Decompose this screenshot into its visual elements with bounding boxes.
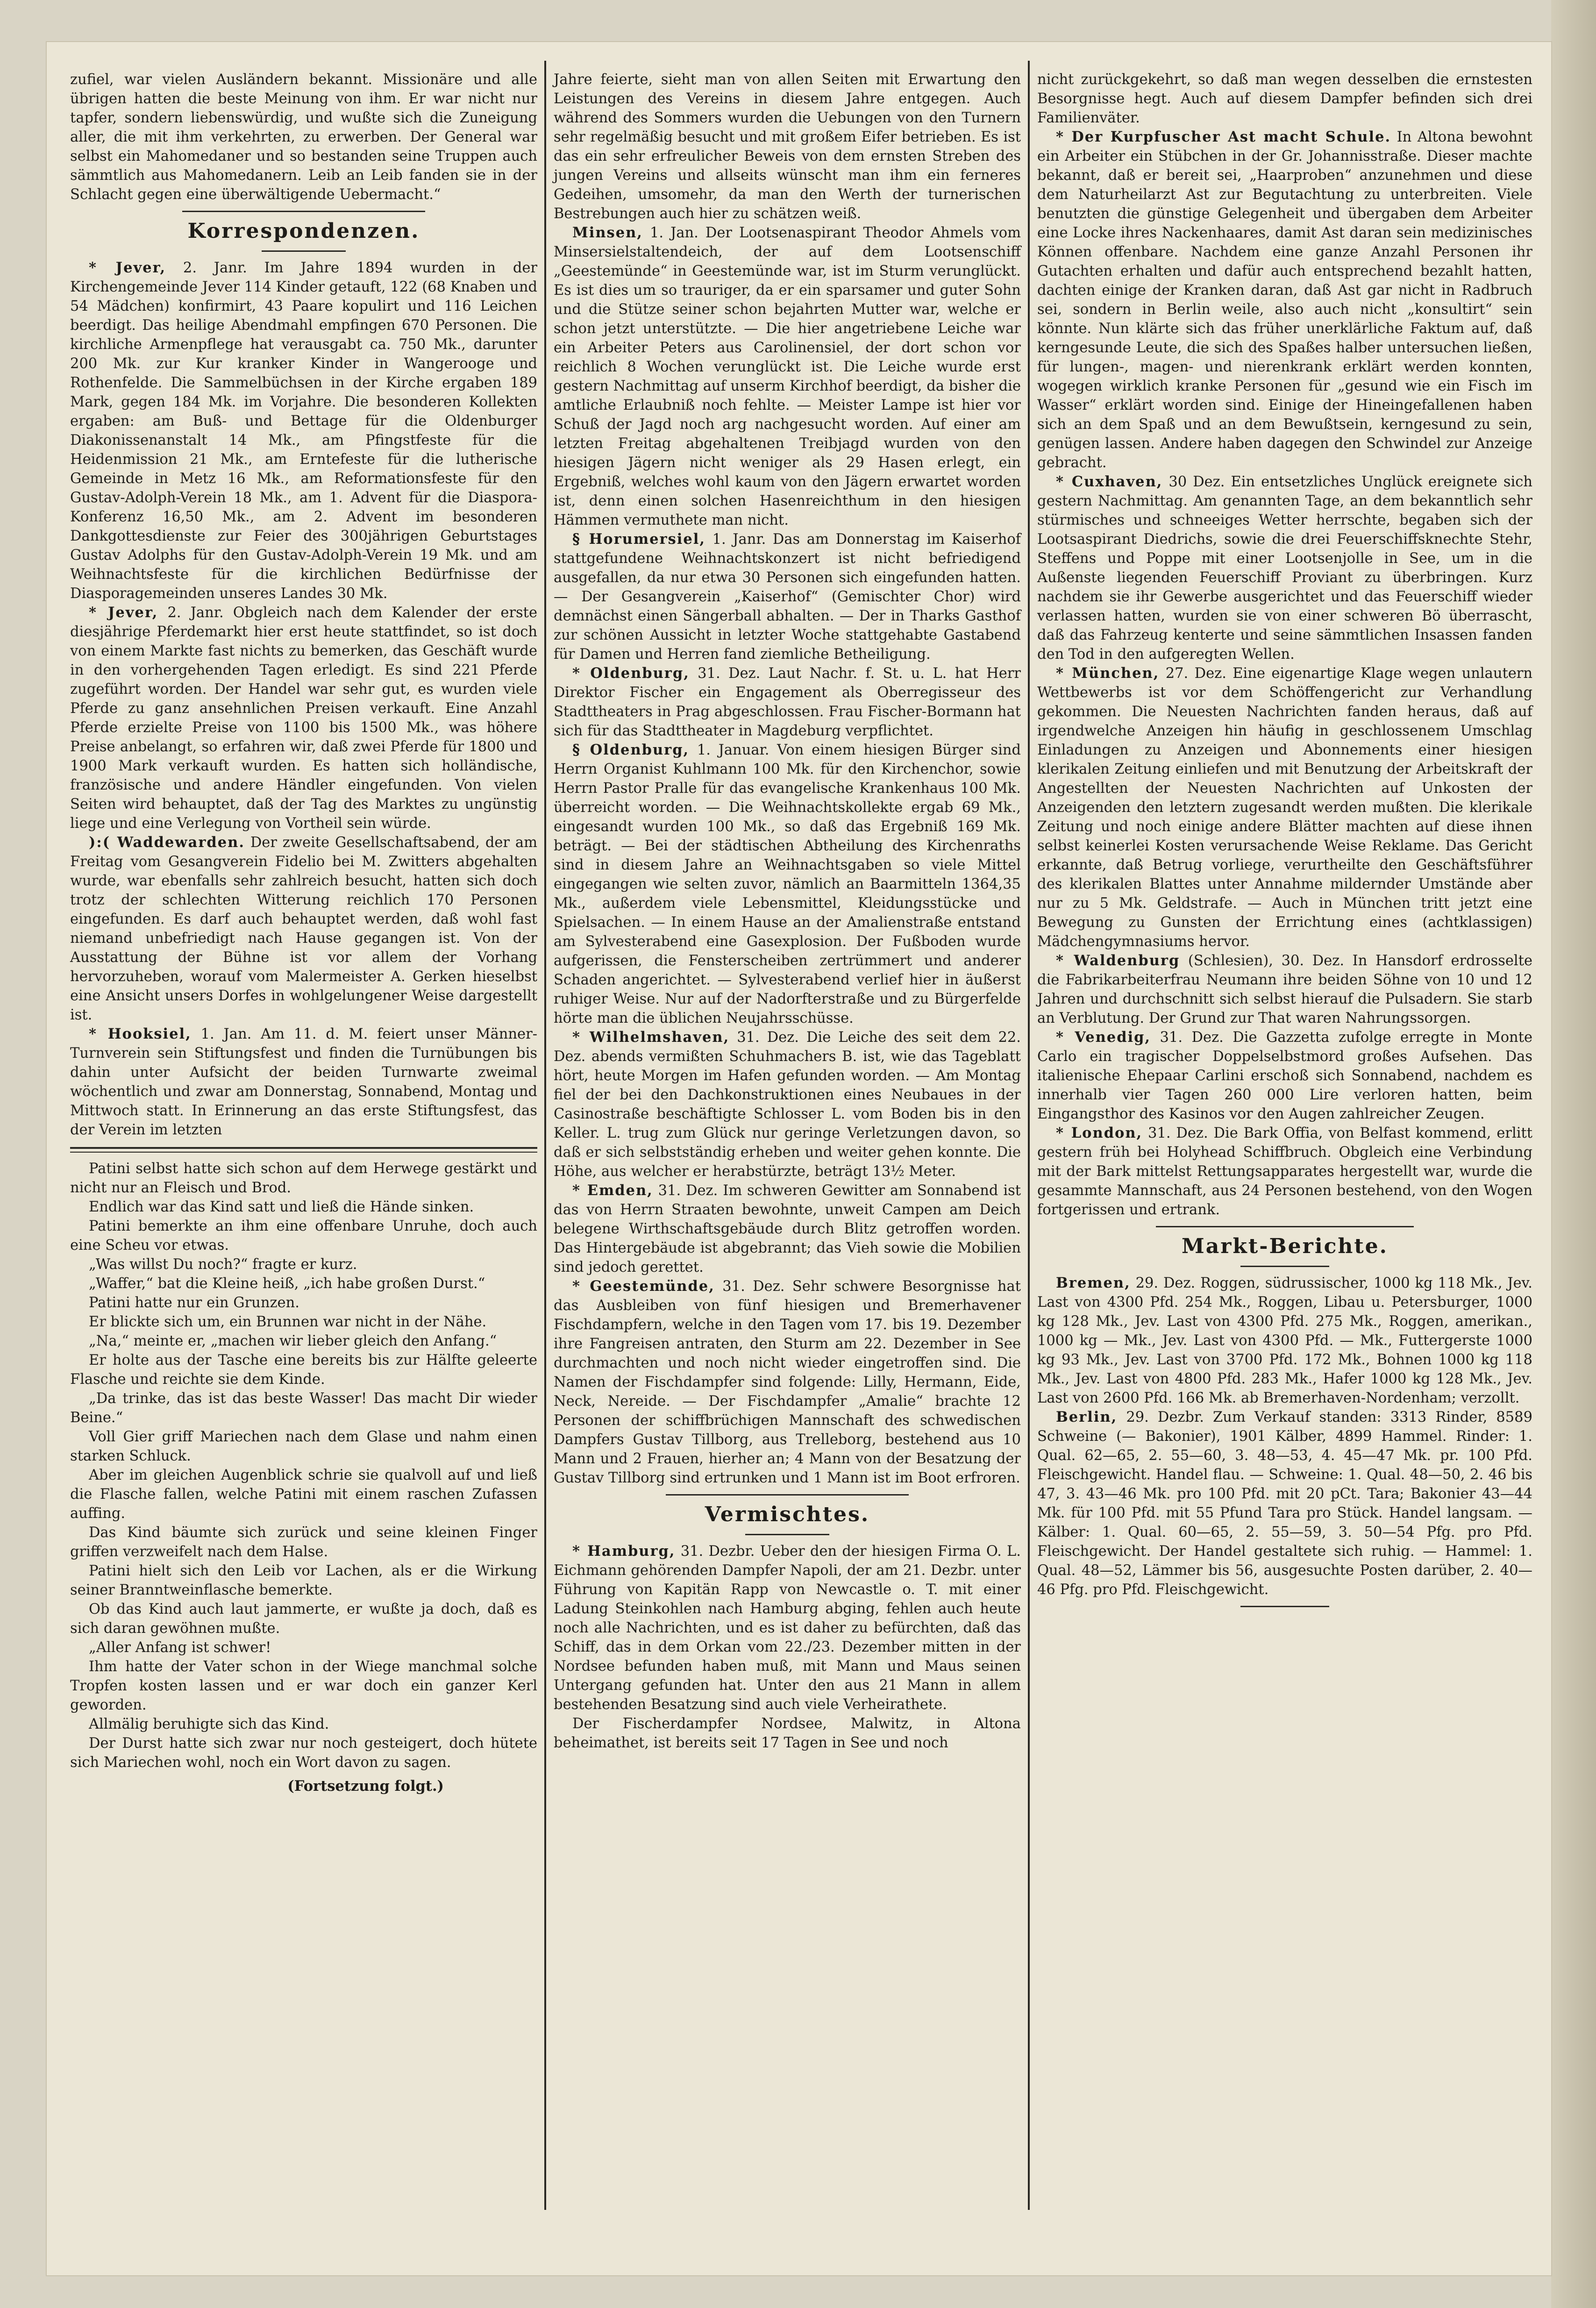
article-body: 29. Dezbr. Zum Verkauf standen: 3313 Rinder, 8589 Schweine (— Bakonier), 1901 Kälber, 4899 Hammel. Rinder: 1. Qual. 62—65, 2. 55—60, 3. 48—53, 4. 45—47 Mk. pr. 100 Pfd. Fleischgewicht. Handel flau. — Schweine: 1. Qual. 48—50, 2. 46 bis 47, 3. 43—46 Mk. pro 100 Pfd. mit 20 pCt. Tara; Bakonier 43—44 Mk. für 100 Pfd. mit 55 Pfund Tara pro Stück. Handel langsam. — Kälber: 1. Qual. 60—65, 2. 55—59, 3. 50—54 Pfg. pro Pfd. Fleischgewicht. Der Handel gestaltete sich ruhig. — Hammel: 1. Qual. 48—52, Lämmer bis 56, ausgesuchte Posten darüber, 2. 40—46 Pfg. pro Pfd. Fleischgewicht. — [1037, 1409, 1532, 1598]
article — [554, 1542, 1021, 1714]
article-body: In Altona bewohnt ein Arbeiter ein Stübchen in der Gr. Johannisstraße. Dieser machte bekannt, daß er bereit sei, „Haarproben“ anzunehmen und diese dem Naturheilarzt Ast zur Begutachtung zu unterbreiten. Viele benutzten die günstige Gelegenheit und übergaben dem Arbeiter eine Locke ihres Nackenhaares, damit Ast daran sein medizinisches Können offenbare. Nachdem eine ganze Anzahl Personen ihr Gutachten erhalten und dafür auch entsprechend bezahlt hatten, dachten einige der Kranken daran, daß Ast gar nicht in Radbruch sei, sondern in Berlin weile, also auch nicht „konsultirt“ sein könnte. Nun klärte sich das früher unerklärliche Faktum auf, daß kerngesunde Leute, die sich des Spaßes halber untersuchen ließen, für lungen-, magen- und nierenkrank erklärt werden konnten, wogegen wirklich kranke Personen für „gesund wie ein Fisch im Wasser“ erklärt worden sind. Einige der Hineingefallenen haben sich an dem Spaß und an dem Bewußtsein, kerngesund zu sein, genügen lassen. Andere haben dagegen den Schwindel zur Anzeige gebracht. — [1037, 129, 1532, 471]
column-divider — [1028, 61, 1030, 2210]
story-paragraph: Allmälig beruhigte sich das Kind. — [89, 1716, 329, 1732]
story-paragraph: Patini hatte nur ein Grunzen. — [89, 1295, 299, 1311]
story-paragraph: Aber im gleichen Augenblick schrie sie qualvoll auf und ließ die Flasche fallen, welche Patini mit einem raschen Zufassen auffing. — [70, 1467, 537, 1522]
section-heading: Vermischtes. — [705, 1503, 870, 1526]
article-body: (Schlesien), 30. Dez. In Hansdorf erdrosselte die Fabrikarbeiterfrau Neumann ihre beiden Söhne von 10 und 12 Jahren und durchschnitt sich selbst hierauf die Pulsadern. Sie starb an Verblutung. Der Grund zur That waren Nahrungssorgen. — [1037, 953, 1532, 1026]
dateline: * London, — [1056, 1125, 1143, 1141]
story-paragraph: „Na,“ meinte er, „machen wir lieber gleich den Anfang.“ — [89, 1333, 497, 1349]
article — [554, 223, 1021, 530]
story-paragraph: Er blickte sich um, ein Brunnen war nicht in der Nähe. — [89, 1314, 487, 1330]
article — [1037, 664, 1532, 951]
story-paragraph: Er holte aus der Tasche eine bereits bis zur Hälfte geleerte Flasche und reichte sie dem Kinde. — [70, 1352, 537, 1388]
article-body: 1. Janr. Das am Donnerstag im Kaiserhof stattgefundene Weihnachtskonzert ist nicht befriedigend ausgefallen, da nur etwa 30 Personen sich eingefunden hatten. — Der Gesangverein „Kaiserhof“ (Gemischter Chor) wird demnächst einen Sängerball abhalten. — Der in Tharks Gasthof zur schönen Aussicht in letzter Woche stattgehabte Gastabend für Damen und Herren fand ziemliche Betheiligung. — [554, 531, 1021, 662]
column-3 — [1037, 70, 1532, 1614]
article-body: 30 Dez. Ein entsetzliches Unglück ereignete sich gestern Nachmittag. Am genannten Tage, an dem bekanntlich sehr stürmisches und schneeiges Wetter herrschte, begaben sich der Lootsaspirant Diedrichs, sowie die drei Feuerschiffsknechte Stehr, Steffens und Poppe mit einer Lootsenjolle in See, um in die Außenste liegenden Feuerschiff Proviant zu überbringen. Kurz nachdem sie ihr Gewerbe ausgerichtet und das Feuerschiff wieder verlassen hatten, wurden sie von einer schweren Bö überrascht, daß das Fahrzeug kenterte und seine sämmtlichen Insassen fanden den Tod in den aufgeregten Wellen. — [1037, 474, 1532, 662]
story-paragraph: „Da trinke, das ist das beste Wasser! Das macht Dir wieder Beine.“ — [70, 1390, 537, 1426]
article — [1037, 1124, 1532, 1219]
article — [1037, 128, 1532, 472]
article — [554, 1028, 1021, 1181]
article — [554, 530, 1021, 664]
dateline: * Geestemünde, — [572, 1278, 715, 1295]
article-body: 31. Dez. Im schweren Gewitter am Sonnabend ist das von Herrn Straaten bewohnte, unweit Campen am Deich belegene Wirthschaftsgebäude durch Blitz getroffen worden. Das Hintergebäude ist abgebrannt; das Vieh sowie die Mobilien sind jedoch gerettet. — [554, 1182, 1021, 1275]
section-heading: Korrespondenzen. — [187, 219, 420, 243]
dateline: * Waldenburg — [1056, 952, 1180, 969]
article-body: 27. Dez. Eine eigenartige Klage wegen unlautern Wettbewerbs ist vor dem Schöffengericht zur Verhandlung gekommen. Die Neuesten Nachrichten fanden heraus, daß auf irgendwelche Anzeigen hin häufig in geschlossenem Umschlag Einladungen zu Anzeigen und Abonnements einer hiesigen klerikalen Zeitung einliefen und mit Benutzung der Arbeitskraft der Angestellten der Neuesten Nachrichten auf Unkosten der Anzeigenden den letztern zugesandt werden mußten. Die klerikale Zeitung und noch einige andere Blätter machten auf diese ihnen selbst keinerlei Kosten verursachende Weise Reklame. Das Gericht erkannte, daß Betrug vorliege, verurtheilte den Geschäftsführer des klerikalen Blattes unter Annahme mildernder Umstände aber nur zu 5 Mk. Geldstrafe. — Auch in München tritt jetzt eine Bewegung zu Gunsten der Errichtung eines (achtklassigen) Mädchengymnasiums hervor. — [1037, 665, 1532, 950]
dateline: * Wilhelmshaven, — [572, 1029, 730, 1046]
dateline: § Horumersiel, — [572, 531, 705, 548]
article — [70, 258, 537, 603]
article-body: Der Fischerdampfer Nordsee, Malwitz, in Altona beheimathet, ist bereits seit 17 Tagen in See und noch — [554, 1716, 1021, 1751]
article-body: 31. Dez. Sehr schwere Besorgnisse hat das Ausbleiben von fünf hiesigen und Bremerhavener Fischdampfern, welche in den Tagen vom 17. bis 19. Dezember ihre Fangreisen antraten, den Sturm am 22. Dezember in See durchmachten und noch nicht wieder eingetroffen sind. Die Namen der Fischdampfer sind folgende: Lilly, Hermann, Eide, Neck, Nereide. — Der Fischdampfer „Amalie“ brachte 12 Personen der schiffbrüchigen Mannschaft des schwedischen Dampfers Gustav Tillborg, aus Trelleborg, bestehend aus 10 Mann und 2 Frauen, hierher an; 4 Mann von der Besatzung der Gustav Tillborg sind ertrunken und 1 Mann ist im Boot erfroren. — [554, 1278, 1021, 1486]
story-paragraph: „Was willst Du noch?“ fragte er kurz. — [89, 1256, 357, 1273]
dateline: Minsen, — [572, 224, 643, 241]
page-edge — [1551, 0, 1596, 2308]
dateline: Berlin, — [1056, 1409, 1118, 1425]
continued-note: (Fortsetzung folgt.) — [287, 1778, 444, 1795]
section-rule — [182, 211, 425, 212]
article-body: 1. Januar. Von einem hiesigen Bürger sind Herrn Organist Kuhlmann 100 Mk. für den Kirchenchor, sowie Herrn Pastor Pralle für das evangelische Krankenhaus 100 Mk. überreicht worden. — Die Weihnachtskollekte ergab 69 Mk., eingesandt wurden 100 Mk., so daß das Ergebniß 169 Mk. beträgt. — Bei der städtischen Abtheilung des Kirchenraths sind in diesem Jahre an Weihnachtsgaben so viele Mittel eingegangen wie selten zuvor, nämlich an Baarmitteln 1364,35 Mk., außerdem viele Lebensmittel, Kleidungsstücke und Spielsachen. — In einem Hause an der Amalienstraße entstand am Sylvesterabend eine Gasexplosion. Der Fußboden wurde aufgerissen, die Fensterscheiben zertrümmert und anderer Schaden angerichtet. — Sylvesterabend verlief hier in äußerst ruhiger Weise. Nur auf der Nadorfterstraße und zu Bürgerfelde hörte man die üblichen Neujahrsschüsse. — [554, 742, 1021, 1026]
section-rule — [1240, 1266, 1330, 1267]
story-paragraph: Patini hielt sich den Leib vor Lachen, als er die Wirkung seiner Branntweinflasche bemerkte. — [70, 1563, 537, 1598]
article — [1037, 1274, 1532, 1408]
article-body: Der zweite Gesellschaftsabend, der am Freitag vom Gesangverein Fidelio bei M. Zwitters abgehalten wurde, war ebenfalls sehr zahlreich besucht, hatten sich doch trotz der schlechten Witterung reichlich 170 Personen eingefunden. Es darf auch behauptet werden, daß wohl fast niemand unbefriedigt nach Hause gegangen ist. Von der Ausstattung der Bühne ist vor allem der Vorhang hervorzuheben, worauf vom Malermeister A. Gerken hieselbst eine Ansicht unsers Dorfes in wohlgelungener Weise dargestellt ist. — [70, 834, 538, 1023]
story-paragraph: Voll Gier griff Mariechen nach dem Glase und nahm einen starken Schluck. — [70, 1429, 537, 1464]
dateline: * Jever, — [89, 259, 166, 276]
story-paragraph: Das Kind bäumte sich zurück und seine kleinen Finger griffen verzweifelt nach dem Halse. — [70, 1524, 537, 1560]
section-rule — [262, 250, 346, 252]
article — [70, 1025, 537, 1140]
article — [554, 664, 1021, 741]
column-2 — [554, 70, 1021, 1752]
section-heading: Markt-Berichte. — [1182, 1234, 1388, 1258]
story-paragraph: „Aller Anfang ist schwer! — [89, 1639, 271, 1656]
dateline: * Der Kurpfuscher Ast macht Schule. — [1056, 128, 1391, 145]
dateline: Bremen, — [1056, 1275, 1131, 1291]
article — [1037, 472, 1532, 664]
dateline: * München, — [1056, 665, 1160, 682]
intro-text: Jahre feierte, sieht man von allen Seiten mit Erwartung den Leistungen des Vereins in diesem Jahre entgegen. Auch während des Sommers wurden die Uebungen von den Turnern sehr regelmäßig besucht und mit großem Eifer betrieben. Es ist das ein sehr erfreulicher Beweis von dem ernsten Streben des jungen Vereins und allseits wünscht man ihm ein ferneres Gedeihen, umsomehr, da man den Werth der turnerischen Bestrebungen auch hier zu schätzen weiß. — [554, 71, 1021, 222]
dateline: * Venedig, — [1056, 1029, 1151, 1046]
feuilleton-story — [70, 1159, 537, 1796]
story-paragraph: Patini selbst hatte sich schon auf dem Herwege gestärkt und nicht nur an Fleisch und Brod. — [70, 1161, 537, 1196]
story-paragraph: Patini bemerkte an ihm eine offenbare Unruhe, doch auch eine Scheu vor etwas. — [70, 1218, 537, 1254]
dateline: ):( Waddewarden. — [89, 834, 245, 851]
column-divider — [544, 61, 546, 2210]
column-1 — [70, 70, 537, 1796]
dateline: * Emden, — [572, 1182, 653, 1199]
dateline: § Oldenburg, — [572, 741, 690, 758]
article-body: 2. Janr. Im Jahre 1894 wurden in der Kirchengemeinde Jever 114 Kinder getauft, 122 (68 Knaben und 54 Mädchen) konfirmirt, 43 Paare kopulirt und 116 Leichen beerdigt. Das heilige Abendmahl empfingen 670 Personen. Die kirchliche Armenpflege hat verausgabt ca. 750 Mk., darunter 200 Mk. zur Kur kranker Kinder in Wangerooge und Rothenfelde. Die Sammelbüchsen in der Kirche ergaben 189 Mark, gegen 184 Mk. im Vorjahre. Die besonderen Kollekten ergaben: am Buß- und Bettage für die Oldenburger Diakonissenanstalt 14 Mk., am Pfingstfeste für die Heidenmission 21 Mk., am Erntefeste für die lutherische Gemeinde in Metz 16 Mk., am Reformationsfeste für den Gustav-Adolph-Verein 18 Mk., am 1. Advent für die Diaspora-Konferenz 16,50 Mk., am 2. Advent im besonderen Dankgottesdienste zur Feier des 300jährigen Geburtstages Gustav Adolphs für den Gustav-Adolph-Verein 19 Mk. und am Weihnachtsfeste für die kirchlichen Bedürfnisse der Diasporagemeinden unseres Landes 30 Mk. — [70, 260, 537, 602]
intro-text: zufiel, war vielen Ausländern bekannt. Missionäre und alle übrigen hatten die beste Meinung von ihm. Er war nicht nur tapfer, sondern liebenswürdig, und wußte sich die Zuneigung aller, die mit ihm verkehrten, zu erwerben. Der General war selbst ein Mahomedaner und so bestanden seine Truppen auch sämmtlich aus Mahomedanern. Leib an Leib fanden sie in der Schlacht gegen eine überwältigende Uebermacht.“ — [70, 71, 537, 203]
article — [554, 1181, 1021, 1277]
article-body: 31. Dez. Die Bark Offia, von Belfast kommend, erlitt gestern früh bei Holyhead Schiffbruch. Obgleich eine Verbindung mit der Bark mittelst Rettungsapparates hergestellt war, wurde die gesammte Mannschaft, aus 24 Personen bestehend, von den Wogen fortgerissen und ertrank. — [1037, 1125, 1533, 1218]
dateline: * Oldenburg, — [572, 665, 690, 682]
article — [1037, 1408, 1532, 1599]
story-paragraph: Ob das Kind auch laut jammerte, er wußte ja doch, daß es sich daran gewöhnen mußte. — [70, 1601, 537, 1637]
newspaper-page — [47, 42, 1551, 2275]
article — [554, 741, 1021, 1028]
article-body: 1. Jan. Am 11. d. M. feiert unser Männer-Turnverein sein Stiftungsfest und finden die Turnübungen bis dahin unter Aufsicht der beiden Turnwarte zweimal wöchentlich und zwar am Donnerstag, Sonnabend, Montag und Mittwoch statt. In Erinnerung an das erste Stiftungsfest, das der Verein im letzten — [70, 1026, 537, 1138]
article — [70, 833, 537, 1025]
dateline: * Hooksiel, — [89, 1026, 192, 1042]
story-paragraph: „Waffer,“ bat die Kleine heiß, „ich habe großen Durst.“ — [89, 1275, 485, 1292]
section-rule — [666, 1494, 909, 1496]
story-paragraph: Ihm hatte der Vater schon in der Wiege manchmal solche Tropfen kosten lassen und er war doch ein ganzer Kerl geworden. — [70, 1659, 537, 1713]
dateline: * Jever, — [89, 604, 158, 621]
section-rule — [745, 1534, 829, 1535]
article-body: 31. Dez. Laut Nachr. f. St. u. L. hat Herr Direktor Fischer ein Engagement als Oberregisseur des Stadttheaters in Prag abgeschlossen. Frau Fischer-Bormann hat sich für das Stadttheater in Magdeburg verpflichtet. — [554, 665, 1021, 739]
article — [1037, 1028, 1532, 1124]
intro-text: nicht zurückgekehrt, so daß man wegen desselben die ernstesten Besorgnisse hegt. Auch auf diesem Dampfer befinden sich drei Familienväter. — [1037, 71, 1532, 126]
dateline: * Hamburg, — [572, 1543, 676, 1560]
article — [554, 1277, 1021, 1488]
article-body: 1. Jan. Der Lootsenaspirant Theodor Ahmels vom Minsersielstaltendeich, der auf dem Lootsenschiff „Geestemünde“ in Geestemünde war, ist im Sturm verunglückt. Es ist dies um so trauriger, da er ein sparsamer und guter Sohn und die Stütze seiner schon bejahrten Mutter war, welche er schon jetzt unterstützte. — Die hier angetriebene Leiche war ein Arbeiter Peters aus Carolinensiel, der dort schon vor reichlich 8 Wochen verunglückt ist. Die Leiche wurde erst gestern Nachmittag auf unserm Kirchhof beerdigt, da bisher die amtliche Erlaubniß noch fehlte. — Meister Lampe ist hier vor Schuß der Jagd noch arg nachgesucht worden. Auf einer am letzten Freitag abgehaltenen Treibjagd wurden von den hiesigen Jägern nicht weniger als 29 Hasen erlegt, ein Ergebniß, welches wohl kaum von den Jägern erwartet worden ist, denn einen solchen Hasenreichthum in den hiesigen Hämmen vermuthete man nicht. — [554, 225, 1021, 528]
story-paragraph: Der Durst hatte sich zwar nur noch gesteigert, doch hütete sich Mariechen wohl, noch ein Wort davon zu sagen. — [70, 1735, 537, 1771]
dateline: * Cuxhaven, — [1056, 473, 1163, 490]
section-rule — [1156, 1226, 1413, 1227]
article — [70, 603, 537, 833]
article-body: 31. Dez. Die Leiche des seit dem 22. Dez. abends vermißten Schuhmachers B. ist, wie das Tageblatt hört, heute Morgen im Hafen gefunden worden. — Am Montag fiel der bei den Dachkonstruktionen eines Neubaues in der Casinostraße beschäftigte Schlosser L. vom Boden bis in den Keller. L. trug zum Glück nur geringe Verletzungen davon, so daß er sich selbstständig erheben und weiter gehen konnte. Die Höhe, aus welcher er herabstürzte, beträgt 13½ Meter. — [554, 1029, 1021, 1180]
article-body: 31. Dezbr. Ueber den der hiesigen Firma O. L. Eichmann gehörenden Dampfer Napoli, der am 21. Dezbr. unter Führung von Kapitän Rapp von Newcastle o. T. mit einer Ladung Steinkohlen nach Hamburg abging, fehlen auch heute noch alle Nachrichten, und es ist daher zu befürchten, daß das Schiff, das in dem Orkan vom 22./23. Dezember mitten in der Nordsee befunden haben muß, mit Mann und Maus seinen Untergang gefunden hat. Unter den aus 21 Mann in allem bestehenden Besatzung sind auch viele Verheirathete. — [554, 1543, 1021, 1713]
feuilleton-rule — [70, 1147, 537, 1153]
article-body: 31. Dez. Die Gazzetta zufolge erregte in Monte Carlo ein tragischer Doppelselbstmord großes Aufsehen. Das italienische Ehepaar Carlini erschoß sich Sonnabend, nachdem es innerhalb vier Tagen 260 000 Lire verloren hatten, beim Eingangsthor des Kasinos vor den Augen zahlreicher Zeugen. — [1037, 1029, 1533, 1122]
article-body: 2. Janr. Obgleich nach dem Kalender der erste diesjährige Pferdemarkt hier erst heute stattfindet, so ist doch von einem Markte fast nichts zu bemerken, das Geschäft wurde in den vorhergehenden Tagen erledigt. Es sind 221 Pferde zugeführt worden. Der Handel war sehr gut, es wurden viele Pferde zu ganz ansehnlichen Preisen verkauft. Eine Anzahl Pferde erzielte Preise von 1100 bis 1500 Mk., was höhere Preise anbelangt, so erfahren wir, daß zwei Pferde für 1800 und 1900 Mark verkauft wurden. Es hatten sich holländische, französische und andere Händler eingefunden. Von vielen Seiten wird behauptet, daß der Tag des Marktes zu ungünstig liege und eine Verlegung von Vortheil sein würde. — [70, 605, 537, 832]
end-rule — [1240, 1606, 1330, 1607]
article-body: 29. Dez. Roggen, südrussischer, 1000 kg 118 Mk., Jev. Last von 4300 Pfd. 254 Mk., Roggen, Libau u. Petersburger, 1000 kg 128 Mk., Jev. Last von 4300 Pfd. 275 Mk., Roggen, amerikan., 1000 kg — Mk., Jev. Last von 4300 Pfd. — Mk., Futtergerste 1000 kg 93 Mk., Jev. Last von 3700 Pfd. 172 Mk., Bohnen 1000 kg 118 Mk., Jev. Last von 4800 Pfd. 283 Mk., Hafer 1000 kg 128 Mk., Jev. Last von 2600 Pfd. 166 Mk. ab Bremerhaven-Nordenham; verzollt. — [1037, 1275, 1532, 1406]
story-paragraph: Endlich war das Kind satt und ließ die Hände sinken. — [89, 1199, 474, 1215]
article — [1037, 951, 1532, 1028]
